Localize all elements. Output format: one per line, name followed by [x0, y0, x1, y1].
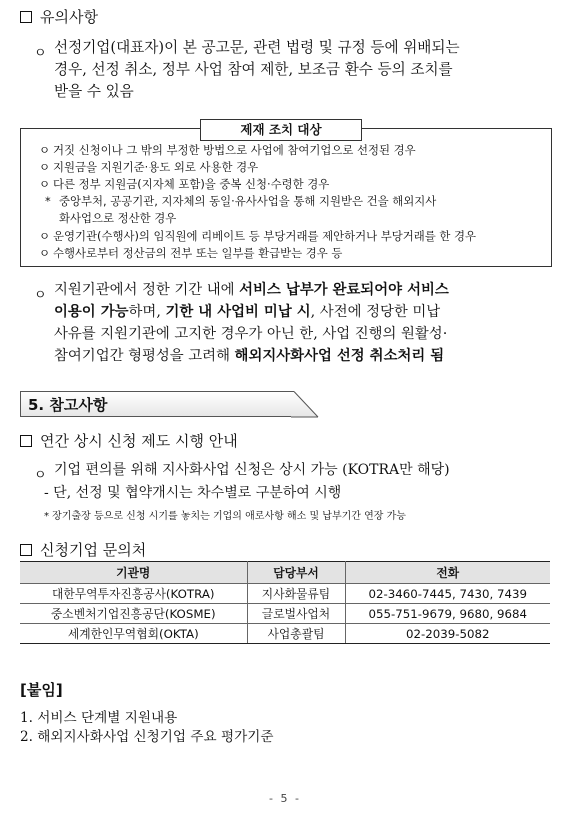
notice-text: 하며, [128, 304, 166, 320]
square-bullet-icon [20, 435, 32, 447]
notice-text: 지원기관에서 정한 기간 내에 [54, 282, 240, 298]
table-row [20, 624, 550, 644]
circle-bullet-icon: ㅇ [39, 177, 51, 191]
table-header: 기관명 [20, 562, 247, 584]
table-header: 담당부서 [247, 562, 345, 584]
page-number: - 5 - [269, 792, 301, 805]
table-row [20, 584, 550, 604]
notice-line [54, 279, 559, 301]
section-5-title: 5. 참고사항 [28, 396, 108, 414]
sanctions-box [20, 122, 552, 267]
circle-bullet-icon: ㅇ [34, 468, 47, 483]
agency-cell: 세계한인무역협회(OKTA) [20, 624, 247, 644]
notice-text: , 사전에 정당한 미납 [310, 304, 441, 320]
circle-bullet-icon: ㅇ [39, 143, 51, 157]
department-cell: 글로벌사업처 [247, 604, 345, 624]
caution-line: 받을 수 있음 [54, 83, 134, 100]
sanction-item [39, 229, 476, 244]
circle-bullet-icon: ㅇ [39, 246, 51, 260]
table-header-row [20, 562, 550, 584]
notice-line [54, 323, 559, 345]
phone-cell: 02-2039-5082 [345, 624, 550, 644]
sanction-text: 운영기관(수행사)의 임직원에 리베이트 등 부당거래를 제안하거나 부당거래를 한 경우 [53, 229, 476, 243]
sanction-text: 수행사로부터 정산금의 전부 또는 일부를 환급받는 경우 등 [53, 246, 343, 260]
notice-bold: 서비스 납부가 완료되어야 서비스 [239, 281, 449, 298]
sanction-text: 거짓 신청이나 그 밖의 부정한 방법으로 사업에 참여기업으로 선정된 경우 [53, 143, 416, 157]
sanction-text: 다른 정부 지원금(지자체 포함)을 중복 신청·수령한 경우 [53, 177, 330, 191]
sanctions-label: 제재 조치 대상 [200, 119, 362, 141]
yearround-title: 연간 상시 신청 제도 시행 안내 [40, 432, 238, 450]
sanction-item [39, 246, 342, 261]
table-header: 전화 [345, 562, 550, 584]
section-5-banner [20, 391, 292, 417]
yearround-line-1: 기업 편의를 위해 지사화사업 신청은 상시 가능 (KOTRA만 해당) [54, 462, 450, 478]
sanction-note [45, 194, 436, 209]
caution-title: 유의사항 [40, 8, 98, 26]
circle-bullet-icon: ㅇ [34, 46, 47, 61]
yearround-note: * 장기출장 등으로 신청 시기를 놓치는 기업의 애로사항 해소 및 납부기간 연장 가능 [44, 511, 406, 522]
attachment-item: 1. 서비스 단계별 지원내용 [20, 710, 178, 726]
attachment-item: 2. 해외지사화사업 신청기업 주요 평가기준 [20, 729, 274, 745]
notice-text: 참여기업간 형평성을 고려해 [54, 348, 235, 364]
square-bullet-icon [20, 544, 32, 556]
notice-paragraph [54, 279, 559, 367]
circle-bullet-icon: ㅇ [39, 160, 51, 174]
yearround-line-2: - 단, 선정 및 협약개시는 차수별로 구분하여 시행 [44, 485, 342, 501]
agency-cell: 중소벤처기업진흥공단(KOSME) [20, 604, 247, 624]
phone-cell: 055-751-9679, 9680, 9684 [345, 604, 550, 624]
notice-bold: 이용이 가능 [54, 303, 129, 320]
sanction-text: 지원금을 지원기준·용도 외로 사용한 경우 [53, 160, 259, 174]
table-row [20, 604, 550, 624]
caution-line: 선정기업(대표자)이 본 공고문, 관련 법령 및 규정 등에 위배되는 [54, 39, 460, 56]
sanction-item [39, 177, 329, 192]
sanction-text: 중앙부처, 공공기관, 지자체의 동일·유사사업을 통해 지원받은 건을 해외지사 [59, 194, 437, 208]
caution-paragraph [54, 37, 554, 103]
department-cell: 지사화물류팀 [247, 584, 345, 604]
sanction-item [39, 143, 416, 158]
banner-tail-icon [291, 391, 321, 419]
notice-text: 사유를 지원기관에 고지한 경우가 아닌 한, 사업 진행의 원활성· [54, 326, 448, 342]
yearround-heading [20, 430, 238, 451]
contacts-heading [20, 539, 146, 560]
sanction-note-cont [59, 211, 176, 226]
notice-line [54, 301, 559, 323]
attachments-title: [붙임] [20, 681, 63, 699]
agency-cell: 대한무역투자진흥공사(KOTRA) [20, 584, 247, 604]
contacts-title: 신청기업 문의처 [40, 541, 147, 559]
department-cell: 사업총괄팀 [247, 624, 345, 644]
notice-bold: 해외지사화사업 선정 취소처리 됨 [234, 347, 445, 364]
square-bullet-icon [20, 11, 32, 23]
circle-bullet-icon: ㅇ [39, 229, 51, 243]
contacts-table [20, 561, 550, 644]
caution-heading [20, 6, 98, 27]
sanction-item [39, 160, 258, 175]
sanction-text: 화사업으로 정산한 경우 [59, 211, 177, 225]
caution-line: 경우, 선정 취소, 정부 사업 참여 제한, 보조금 환수 등의 조치를 [54, 61, 453, 78]
notice-line [54, 345, 559, 367]
circle-bullet-icon: ㅇ [34, 288, 47, 303]
phone-cell: 02-3460-7445, 7430, 7439 [345, 584, 550, 604]
asterisk-icon: * [45, 194, 51, 208]
notice-bold: 기한 내 사업비 미납 시 [165, 303, 311, 320]
